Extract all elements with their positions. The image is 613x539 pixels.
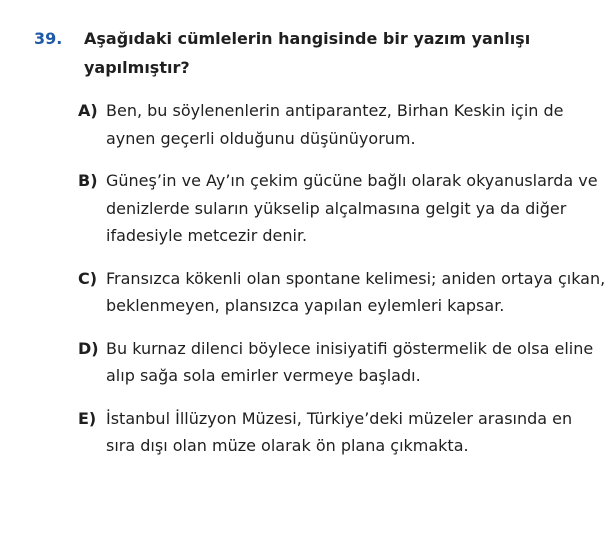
option-letter: B) (78, 171, 98, 190)
option-text: İstanbul İllüzyon Müzesi, Türkiye’deki müzeler arasında en sıra dışı olan müze olarak ön plana çıkmakta. (106, 408, 573, 455)
option-letter: E) (78, 408, 97, 428)
option-text: Fransızca kökenli olan spontane kelimesi; aniden ortaya çıkan, beklenmeyen, plansızca yapılan eylemleri kapsar. (106, 268, 606, 315)
option-text: Bu kurnaz dilenci böylece inisiyatifi göstermelik de olsa eline alıp sağa sola emirler vermeye başladı. (106, 338, 594, 385)
question-block (34, 24, 606, 475)
option-d[interactable] (34, 335, 606, 390)
options-list (34, 97, 606, 460)
option-c[interactable] (34, 265, 606, 320)
option-text: Güneş’in ve Ay’ın çekim gücüne bağlı olarak okyanuslarda ve denizlerde suların yükselip alçalmasına gelgit ya da diğer ifadesiyle metcezir denir. (106, 171, 598, 245)
option-letter: D) (78, 338, 99, 358)
option-a[interactable] (34, 97, 606, 152)
option-letter: C) (78, 268, 98, 288)
option-text: Ben, bu söylenenlerin antiparantez, Birhan Keskin için de aynen geçerli olduğunu düşünüyorum. (106, 101, 564, 148)
question-number: 39. (34, 29, 63, 48)
question-stem: Aşağıdaki cümlelerin hangisinde bir yazım yanlışı yapılmıştır? (84, 29, 531, 77)
option-b[interactable] (34, 167, 606, 250)
option-letter: A) (78, 101, 98, 120)
option-e[interactable] (34, 405, 606, 460)
question-header (34, 24, 606, 82)
